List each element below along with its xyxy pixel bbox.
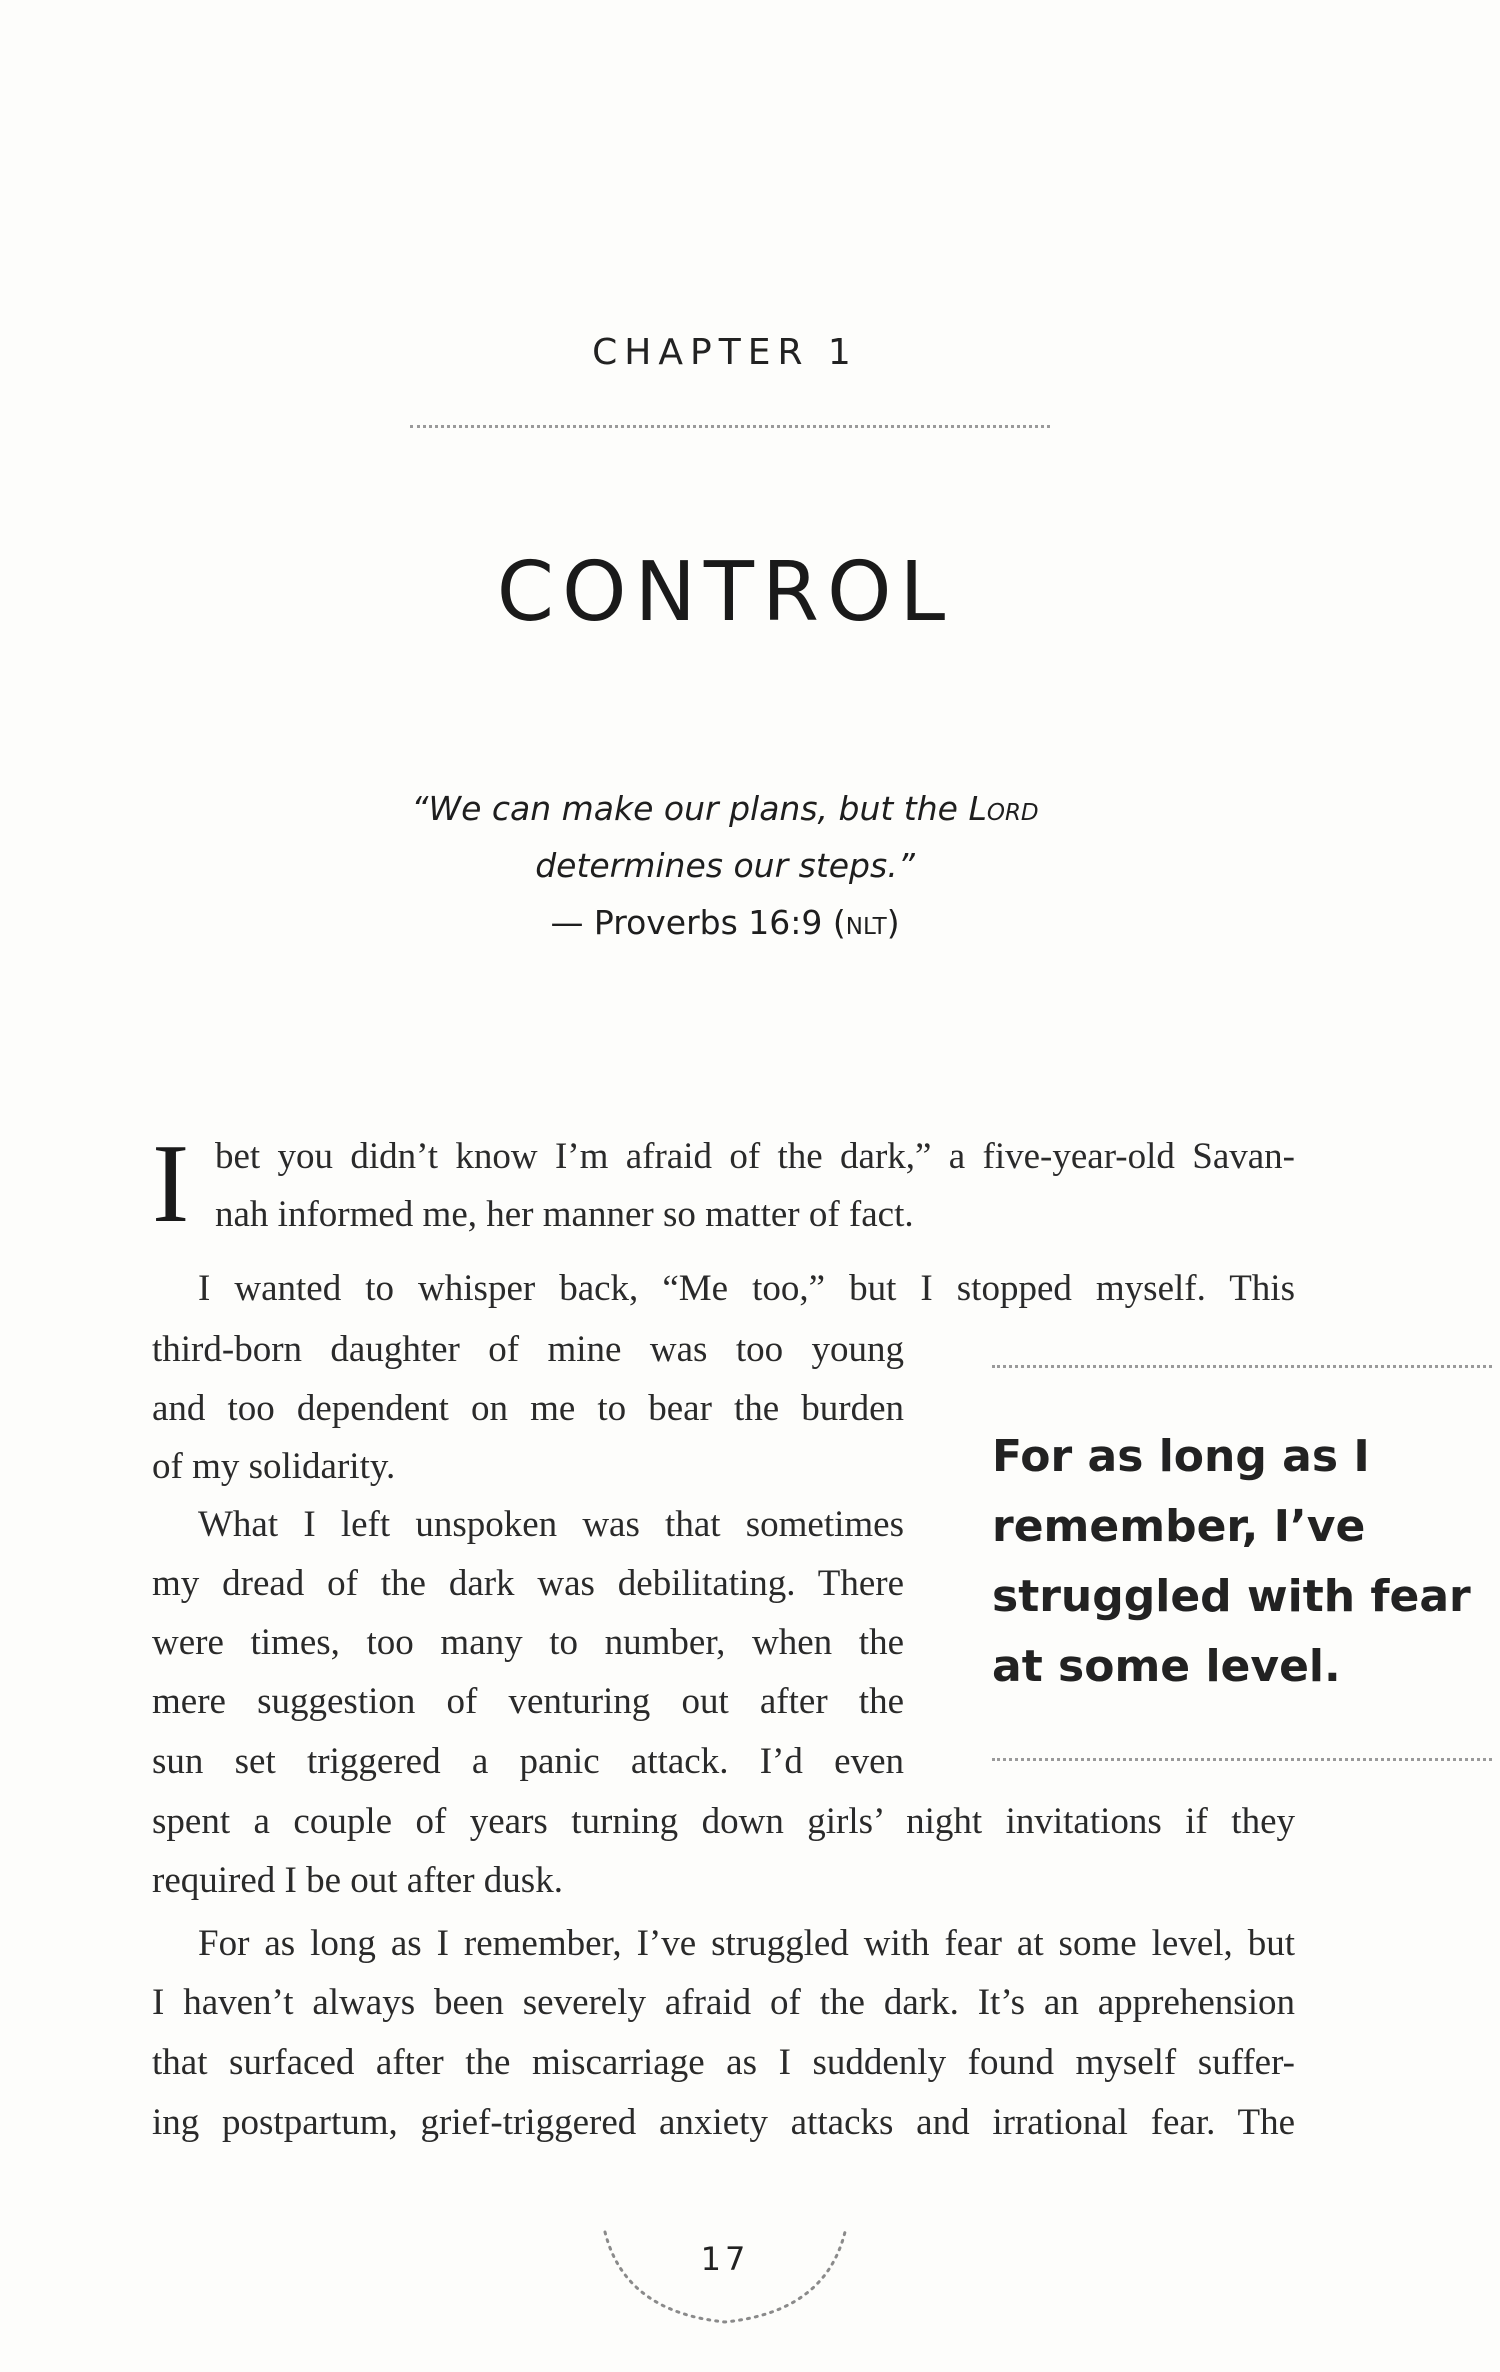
body-line: that surfaced after the miscarriage as I suddenly found myself suffer- <box>152 2042 1295 2083</box>
body-line: For as long as I remember, I’ve struggled with fear at some level, but <box>198 1923 1295 1964</box>
body-line: were times, too many to number, when the <box>152 1622 904 1663</box>
attribution-close: ) <box>886 903 900 942</box>
body-line: mere suggestion of venturing out after the <box>152 1681 904 1722</box>
epigraph-line-2: determines our steps.” <box>535 846 915 885</box>
chapter-label: CHAPTER 1 <box>592 332 858 373</box>
body-line: of my solidarity. <box>152 1446 396 1487</box>
pullquote-divider-bottom <box>992 1758 1492 1761</box>
chapter-divider <box>410 425 1050 428</box>
body-line: required I be out after dusk. <box>152 1860 563 1901</box>
chapter-title: CONTROL <box>496 545 954 640</box>
body-line: spent a couple of years turning down girls’ night invitations if they <box>152 1801 1295 1842</box>
body-line: nah informed me, her manner so matter of fact. <box>215 1194 914 1235</box>
drop-cap: I <box>152 1122 190 1246</box>
attribution-reference: — Proverbs 16:9 ( <box>550 903 846 942</box>
body-line: ing postpartum, grief-triggered anxiety attacks and irrational fear. The <box>152 2102 1295 2143</box>
body-line: third-born daughter of mine was too young <box>152 1329 904 1370</box>
pull-quote-line: struggled with fear <box>992 1571 1471 1622</box>
pull-quote-line: remember, I’ve <box>992 1501 1366 1552</box>
body-line: sun set triggered a panic attack. I’d even <box>152 1741 904 1782</box>
pullquote-divider-top <box>992 1365 1492 1368</box>
page-number: 17 <box>700 2240 750 2278</box>
body-line: What I left unspoken was that sometimes <box>198 1504 904 1545</box>
body-line: my dread of the dark was debilitating. There <box>152 1563 904 1604</box>
body-line: and too dependent on me to bear the burden <box>152 1388 904 1429</box>
epigraph-line-1-text: “We can make our plans, but the <box>411 789 969 828</box>
attribution-version: nlt <box>845 903 887 942</box>
pull-quote-line: For as long as I <box>992 1431 1370 1482</box>
epigraph-line-1 <box>0 780 1450 837</box>
epigraph <box>0 780 1450 951</box>
epigraph-lord: Lord <box>968 789 1039 828</box>
body-line: I haven’t always been severely afraid of the dark. It’s an apprehension <box>152 1982 1295 2023</box>
body-line: bet you didn’t know I’m afraid of the dark,” a five-year-old Savan- <box>215 1136 1295 1177</box>
pull-quote <box>992 1422 1492 1702</box>
body-line: I wanted to whisper back, “Me too,” but I stopped myself. This <box>198 1268 1295 1309</box>
epigraph-attribution <box>0 894 1450 951</box>
pull-quote-line: at some level. <box>992 1641 1341 1692</box>
